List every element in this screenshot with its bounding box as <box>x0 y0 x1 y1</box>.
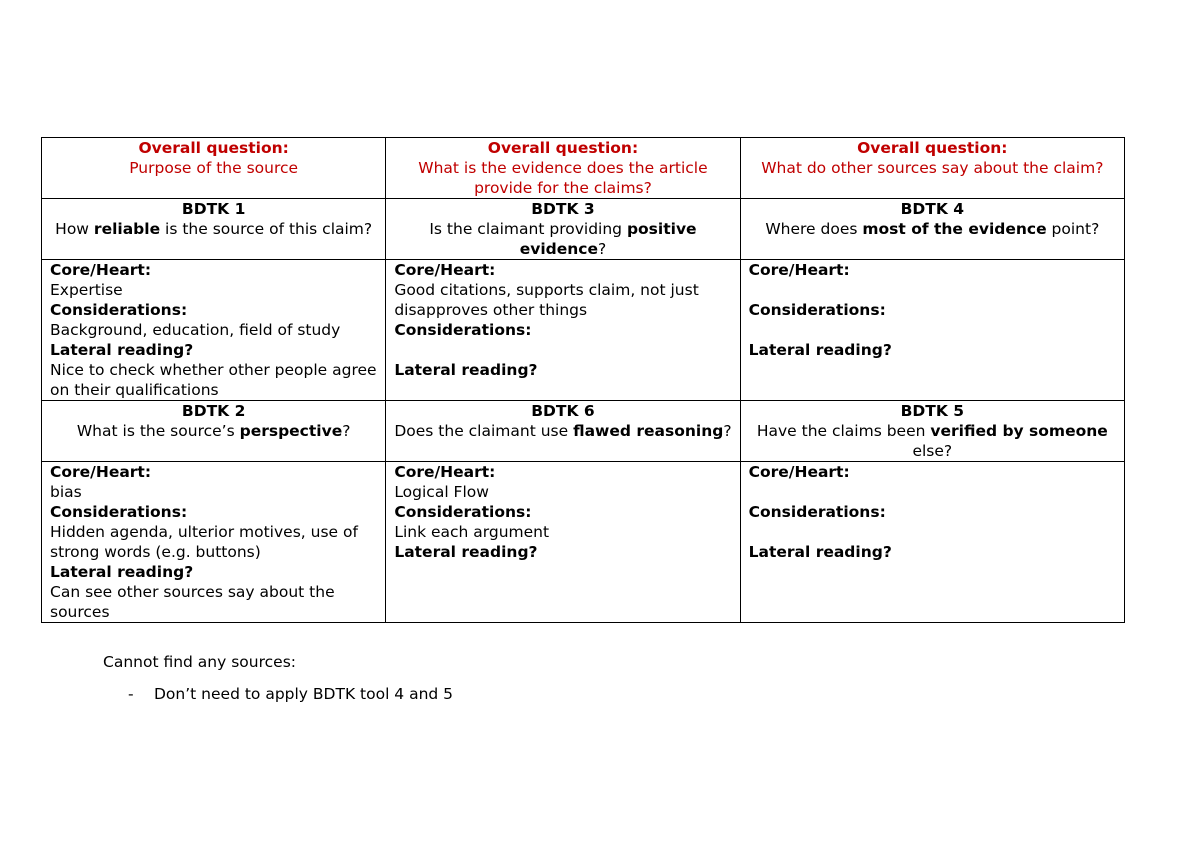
bdtk-1-details <box>42 260 386 401</box>
bdtk-1-cell <box>42 199 386 260</box>
considerations-label: Considerations: <box>394 503 532 521</box>
bdtk-question-pre: Have the claims been <box>756 422 931 440</box>
lateral-reading-text: Nice to check whether other people agree on their qualifications <box>50 361 377 399</box>
considerations-label: Considerations: <box>50 301 188 319</box>
bdtk-title: BDTK 4 <box>900 200 965 218</box>
overall-question-text: What is the evidence does the article provide for the claims? <box>418 159 708 197</box>
bdtk-question-pre: Where does <box>765 220 863 238</box>
core-heart-label: Core/Heart: <box>394 463 496 481</box>
overall-question-label: Overall question: <box>138 139 289 157</box>
bdtk-tool-row-1 <box>42 199 1125 260</box>
details-row-2 <box>42 462 1125 623</box>
core-heart-text: Expertise <box>50 281 123 299</box>
details-row-1 <box>42 260 1125 401</box>
bdtk-5-details <box>740 462 1124 623</box>
bdtk-title: BDTK 1 <box>181 200 246 218</box>
considerations-label: Considerations: <box>50 503 188 521</box>
core-heart-text: bias <box>50 483 82 501</box>
lateral-reading-label: Lateral reading? <box>394 543 538 561</box>
bdtk-question-pre: Does the claimant use <box>394 422 574 440</box>
bdtk-2-cell <box>42 401 386 462</box>
overall-question-cell-1 <box>42 138 386 199</box>
bdtk-tool-row-2 <box>42 401 1125 462</box>
lateral-reading-label: Lateral reading? <box>50 563 194 581</box>
lateral-reading-label: Lateral reading? <box>50 341 194 359</box>
considerations-text <box>749 320 1116 340</box>
bdtk-3-cell <box>386 199 740 260</box>
considerations-text <box>749 522 1116 542</box>
core-heart-label: Core/Heart: <box>748 261 850 279</box>
bdtk-question-post: ? <box>597 240 607 258</box>
lateral-reading-text: Can see other sources say about the sources <box>50 583 335 621</box>
bdtk-question-key: flawed reasoning <box>573 422 724 440</box>
considerations-text <box>394 340 731 360</box>
considerations-text: Link each argument <box>394 523 550 541</box>
considerations-label: Considerations: <box>748 503 886 521</box>
overall-question-cell-3 <box>740 138 1124 199</box>
bdtk-question-pre: How <box>55 220 94 238</box>
bdtk-6-details <box>386 462 740 623</box>
bdtk-4-cell <box>740 199 1124 260</box>
overall-question-text: Purpose of the source <box>129 159 299 177</box>
lateral-reading-label: Lateral reading? <box>748 341 892 359</box>
bdtk-question-post: is the source of this claim? <box>160 220 373 238</box>
bdtk-question-key: reliable <box>93 220 161 238</box>
lateral-reading-label: Lateral reading? <box>394 361 538 379</box>
bdtk-4-details <box>740 260 1124 401</box>
bdtk-question-pre: Is the claimant providing <box>429 220 627 238</box>
bdtk-table <box>41 137 1125 623</box>
core-heart-label: Core/Heart: <box>50 261 152 279</box>
bdtk-6-cell <box>386 401 740 462</box>
lateral-reading-label: Lateral reading? <box>748 543 892 561</box>
bdtk-question-pre: What is the source’s <box>76 422 240 440</box>
bdtk-question-key: positive evidence <box>519 220 697 258</box>
core-heart-label: Core/Heart: <box>394 261 496 279</box>
core-heart-label: Core/Heart: <box>50 463 152 481</box>
considerations-label: Considerations: <box>394 321 532 339</box>
bdtk-question-key: most of the evidence <box>862 220 1047 238</box>
overall-question-label: Overall question: <box>857 139 1008 157</box>
bdtk-5-cell <box>740 401 1124 462</box>
bdtk-title: BDTK 3 <box>531 200 595 218</box>
bdtk-question-post: else? <box>912 442 953 460</box>
bdtk-question-post: ? <box>723 422 732 440</box>
bullet-text: Don’t need to apply BDTK tool 4 and 5 <box>154 685 454 703</box>
core-heart-text <box>749 280 1116 300</box>
bdtk-2-details <box>42 462 386 623</box>
core-heart-text <box>749 482 1116 502</box>
bdtk-question-key: perspective <box>239 422 343 440</box>
core-heart-label: Core/Heart: <box>748 463 850 481</box>
overall-question-cell-2 <box>386 138 740 199</box>
core-heart-text: Good citations, supports claim, not just disapproves other things <box>394 281 699 319</box>
bdtk-question-post: ? <box>342 422 351 440</box>
bdtk-question-post: point? <box>1046 220 1100 238</box>
overall-question-label: Overall question: <box>487 139 639 157</box>
considerations-text: Hidden agenda, ulterior motives, use of strong words (e.g. buttons) <box>50 523 358 561</box>
bdtk-title: BDTK 2 <box>181 402 246 420</box>
bdtk-title: BDTK 6 <box>531 402 595 420</box>
considerations-label: Considerations: <box>748 301 886 319</box>
overall-question-text: What do other sources say about the claim? <box>761 159 1104 177</box>
bullet-item <box>128 684 453 704</box>
core-heart-text: Logical Flow <box>394 483 489 501</box>
considerations-text: Background, education, field of study <box>50 321 341 339</box>
bullet-dash: - <box>128 685 134 703</box>
overall-question-row <box>42 138 1125 199</box>
bdtk-question-key: verified by someone <box>930 422 1108 440</box>
bdtk-title: BDTK 5 <box>900 402 965 420</box>
bdtk-3-details <box>386 260 740 401</box>
note-text: Cannot find any sources: <box>103 653 297 671</box>
